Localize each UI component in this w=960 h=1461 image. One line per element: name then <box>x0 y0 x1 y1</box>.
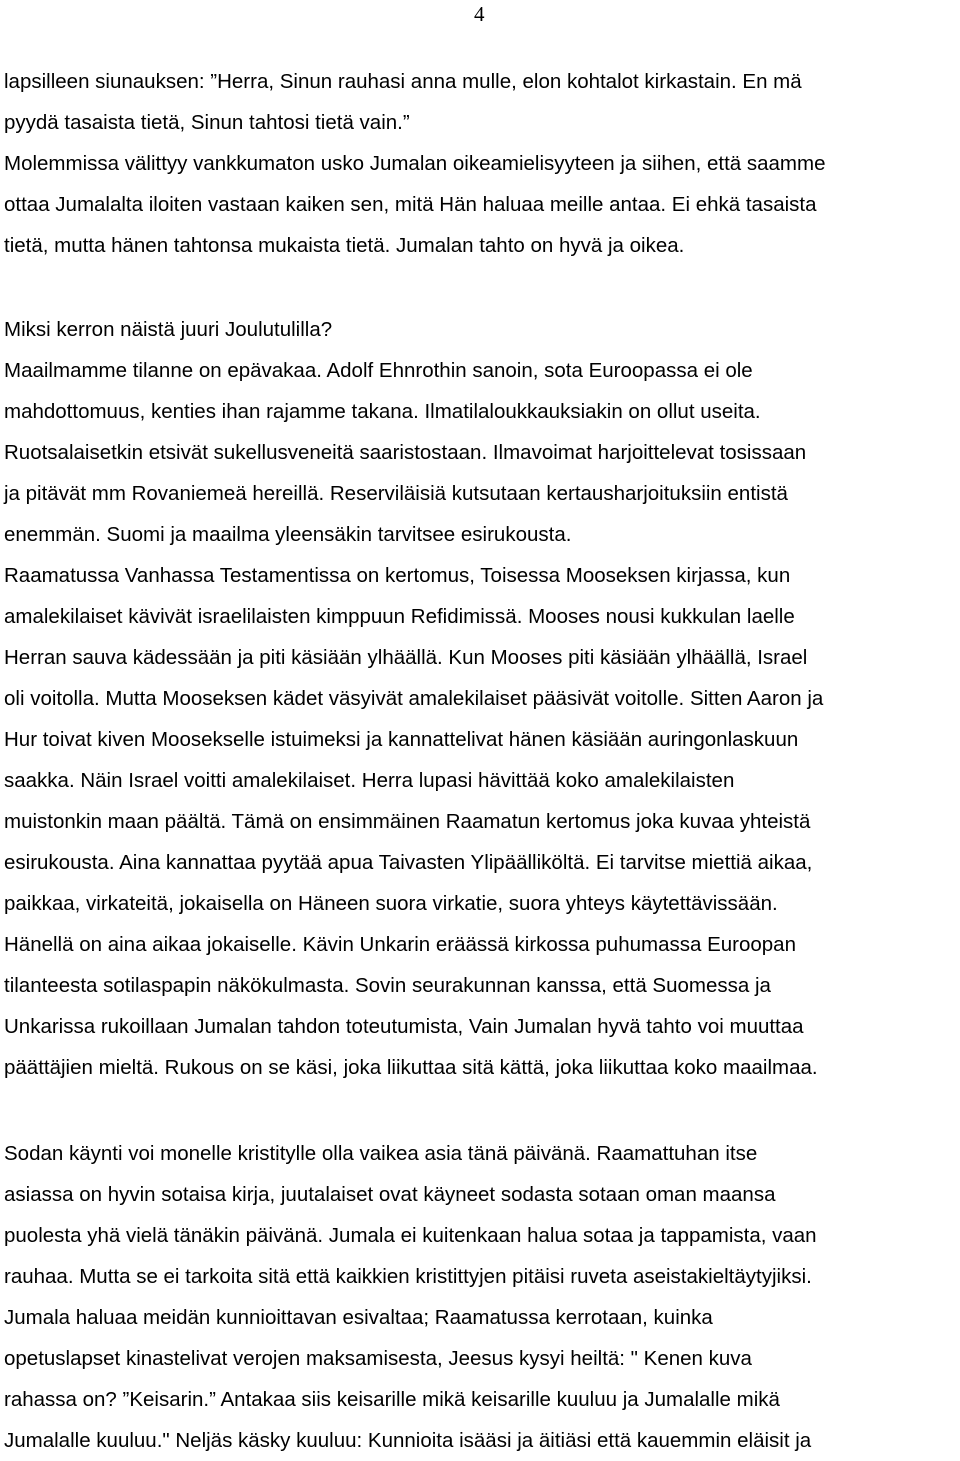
text-line: mahdottomuus, kenties ihan rajamme takana. Ilmatilaloukkauksiakin on ollut useita. <box>4 400 761 423</box>
text-line: Raamatussa Vanhassa Testamentissa on kertomus, Toisessa Mooseksen kirjassa, kun <box>4 564 791 587</box>
text-line: muistonkin maan päältä. Tämä on ensimmäinen Raamatun kertomus joka kuvaa yhteistä <box>4 810 811 833</box>
text-line: Ruotsalaisetkin etsivät sukellusveneitä saaristostaan. Ilmavoimat harjoittelevat tosissaan <box>4 441 807 464</box>
text-line: oli voitolla. Mutta Mooseksen kädet väsyivät amalekilaiset pääsivät voitolle. Sitten Aaron ja <box>4 687 824 710</box>
text-line: Sodan käynti voi monelle kristitylle olla vaikea asia tänä päivänä. Raamattuhan itse <box>4 1142 758 1165</box>
text-line: Hänellä on aina aikaa jokaiselle. Kävin Unkarin eräässä kirkossa puhumassa Euroopan <box>4 933 796 956</box>
text-line: paikkaa, virkateitä, jokaisella on Häneen suora virkatie, suora yhteys käytettävissään. <box>4 892 778 915</box>
text-line: rauhaa. Mutta se ei tarkoita sitä että kaikkien kristittyjen pitäisi ruveta aseistakieltäytyjiksi. <box>4 1265 812 1288</box>
text-line: lapsilleen siunauksen: ”Herra, Sinun rauhasi anna mulle, elon kohtalot kirkastain. En mä <box>4 70 802 93</box>
text-line: ottaa Jumalalta iloiten vastaan kaiken sen, mitä Hän haluaa meille antaa. Ei ehkä tasaista <box>4 193 817 216</box>
text-line: Miksi kerron näistä juuri Joulutulilla? <box>4 318 333 341</box>
text-line: Unkarissa rukoillaan Jumalan tahdon toteutumista, Vain Jumalan hyvä tahto voi muuttaa <box>4 1015 804 1038</box>
text-line: Hur toivat kiven Moosekselle istuimeksi ja kannattelivat hänen käsiään auringonlaskuun <box>4 728 799 751</box>
text-line: pyydä tasaista tietä, Sinun tahtosi tietä vain.” <box>4 111 410 134</box>
text-line: puolesta yhä vielä tänäkin päivänä. Jumala ei kuitenkaan halua sotaa ja tappamista, vaan <box>4 1224 817 1247</box>
text-line: Jumalalle kuuluu." Neljäs käsky kuuluu: Kunnioita isääsi ja äitiäsi että kauemmin eläisit ja <box>4 1429 812 1452</box>
paragraph-1 <box>4 61 956 266</box>
paragraph-2 <box>4 309 956 1088</box>
text-line: ja pitävät mm Rovaniemeä hereillä. Reserviläisiä kutsutaan kertausharjoituksiin entistä <box>4 482 788 505</box>
text-line: Herran sauva kädessään ja piti käsiään ylhäällä. Kun Mooses piti käsiään ylhäällä, Israel <box>4 646 808 669</box>
text-line: amalekilaiset kävivät israelilaisten kimppuun Refidimissä. Mooses nousi kukkulan laelle <box>4 605 795 628</box>
text-line: tietä, mutta hänen tahtonsa mukaista tietä. Jumalan tahto on hyvä ja oikea. <box>4 234 685 257</box>
text-line: saakka. Näin Israel voitti amalekilaiset. Herra lupasi hävittää koko amalekilaisten <box>4 769 735 792</box>
paragraph-3 <box>4 1133 956 1461</box>
text-line: esirukousta. Aina kannattaa pyytää apua Taivasten Ylipäälliköltä. Ei tarvitse miettiä aikaa, <box>4 851 813 874</box>
text-line: Jumala haluaa meidän kunnioittavan esivaltaa; Raamatussa kerrotaan, kuinka <box>4 1306 713 1329</box>
text-line: päättäjien mieltä. Rukous on se käsi, joka liikuttaa sitä kättä, joka liikuttaa koko maailmaa. <box>4 1056 818 1079</box>
text-line: Maailmamme tilanne on epävakaa. Adolf Ehnrothin sanoin, sota Euroopassa ei ole <box>4 359 753 382</box>
text-line: asiassa on hyvin sotaisa kirja, juutalaiset ovat käyneet sodasta sotaan oman maansa <box>4 1183 776 1206</box>
text-line: enemmän. Suomi ja maailma yleensäkin tarvitsee esirukousta. <box>4 523 572 546</box>
page-number: 4 <box>474 2 485 26</box>
text-line: Molemmissa välittyy vankkumaton usko Jumalan oikeamielisyyteen ja siihen, että saamme <box>4 152 826 175</box>
text-line: tilanteesta sotilaspapin näkökulmasta. Sovin seurakunnan kanssa, että Suomessa ja <box>4 974 771 997</box>
text-line: rahassa on? ”Keisarin.” Antakaa siis keisarille mikä keisarille kuuluu ja Jumalalle mikä <box>4 1388 780 1411</box>
text-line: opetuslapset kinastelivat verojen maksamisesta, Jeesus kysyi heiltä: " Kenen kuva <box>4 1347 752 1370</box>
